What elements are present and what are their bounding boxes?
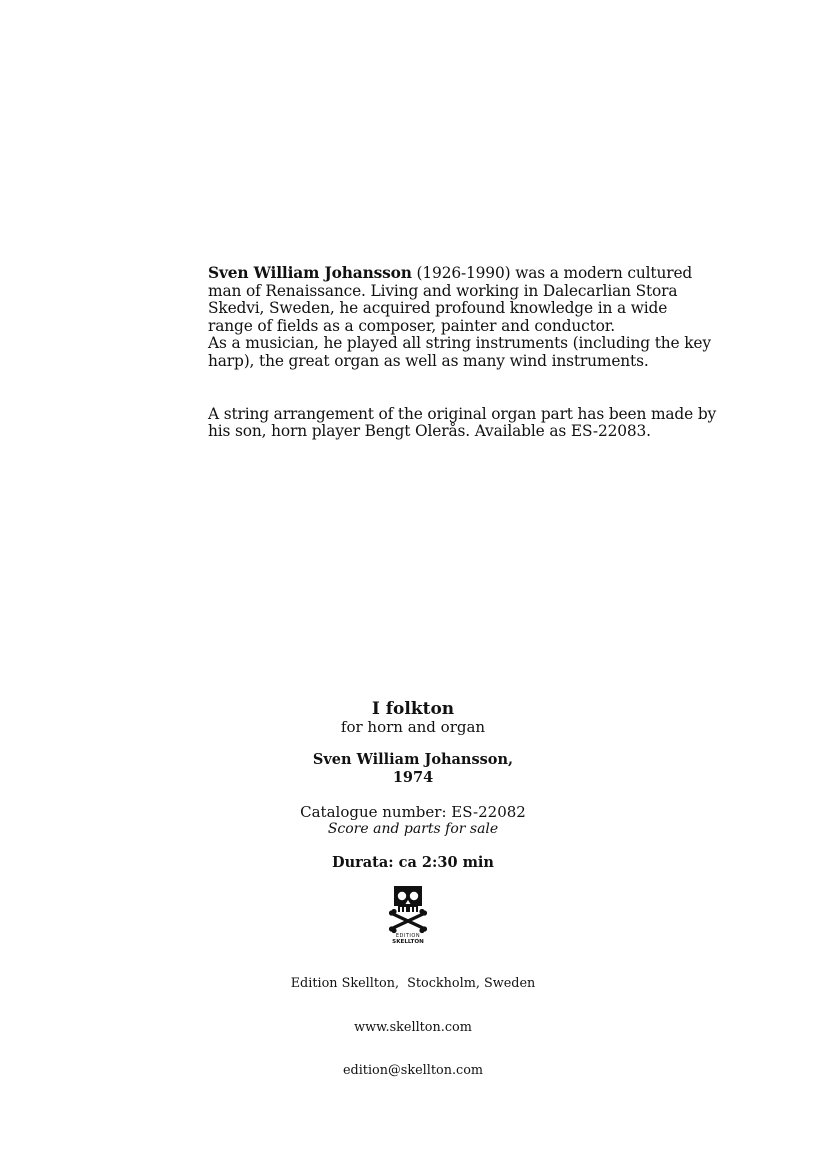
work-title: I folkton <box>371 699 455 719</box>
composer-name: Sven William Johansson <box>208 264 412 282</box>
arrangement-line-1: A string arrangement of the original organ part has been made by <box>208 404 717 423</box>
catalogue-number: Catalogue number: ES-22082 <box>300 803 526 821</box>
arrangement-note <box>208 404 717 441</box>
bio-line-1 <box>208 264 693 283</box>
bio-line-6: harp), the great organ as well as many wind instruments. <box>208 351 649 370</box>
sale-note: Score and parts for sale <box>327 821 499 837</box>
bio-line-5: As a musician, he played all string instruments (including the key <box>208 334 711 353</box>
composer-biography <box>208 264 717 441</box>
composition-year: 1974 <box>392 769 434 786</box>
publisher-website: www.skellton.com <box>354 1019 472 1035</box>
publisher-info <box>0 948 826 1093</box>
publisher-email: edition@skellton.com <box>342 1063 484 1078</box>
composer-credit <box>0 751 826 787</box>
duration: Durata: ca 2:30 min <box>332 854 494 871</box>
composer-credit-name: Sven William Johansson, <box>312 751 514 768</box>
bio-line-4: range of fields as a composer, painter and conductor. <box>208 316 616 335</box>
skull-and-crossbones-icon <box>383 882 433 944</box>
arrangement-line-2: his son, horn player Bengt Olerås. Available as ES-22083. <box>208 422 651 441</box>
logo-text-edition: EDITION <box>395 933 421 939</box>
bio-line-3: Skedvi, Sweden, he acquired profound knowledge in a wide <box>208 299 668 318</box>
logo-text-skellton: SKELLTON <box>392 939 424 944</box>
work-subtitle: for horn and organ <box>340 718 486 736</box>
bio-text: (1926-1990) was a modern cultured <box>411 264 693 282</box>
publisher-name: Edition Skellton, Stockholm, Sweden <box>290 976 536 991</box>
bio-line-2: man of Renaissance. Living and working in Dalecarlian Stora <box>208 281 678 300</box>
